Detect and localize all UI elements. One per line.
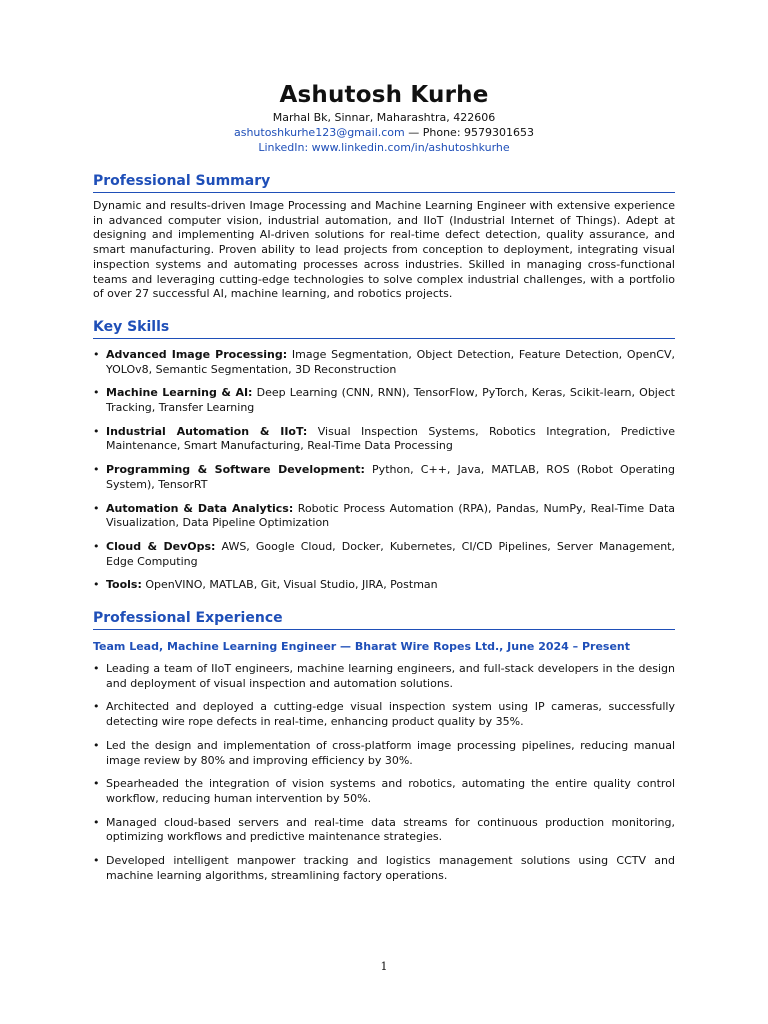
skill-category: Cloud & DevOps: [106, 539, 216, 553]
skill-item [93, 540, 675, 569]
address: Marhal Bk, Sinnar, Maharashtra, 422606 [272, 111, 496, 124]
skill-category: Tools: [106, 578, 142, 592]
skill-category: Programming & Software Development: [106, 463, 365, 477]
email-link[interactable]: ashutoshkurhe123@gmail.com [233, 126, 405, 139]
bullet-icon: • [93, 463, 100, 477]
experience-item [93, 816, 675, 845]
experience-item [93, 777, 675, 806]
skill-text: Robotic Process Automation (RPA), Pandas, NumPy, Real-Time Data Visualization, Data Pipeline Optimization [106, 501, 675, 530]
bullet-icon: • [93, 386, 100, 400]
skill-text: OpenVINO, MATLAB, Git, Visual Studio, JIRA, Postman [141, 578, 438, 592]
summary-section [93, 172, 675, 302]
bullet-icon: • [93, 501, 100, 515]
contact-line [93, 125, 675, 140]
linkedin-link[interactable]: LinkedIn: www.linkedin.com/in/ashutoshkurhe [258, 141, 510, 154]
experience-item [93, 700, 675, 729]
phone-label: — Phone: [404, 126, 465, 139]
skill-item [93, 578, 675, 593]
candidate-name: Ashutosh Kurhe [279, 82, 489, 108]
bullet-icon: • [93, 777, 100, 791]
skill-text: Image Segmentation, Object Detection, Feature Detection, OpenCV, YOLOv8, Semantic Segmentation, 3D Reconstruction [106, 347, 675, 376]
summary-text: Dynamic and results-driven Image Processing and Machine Learning Engineer with extensive experience in advanced computer vision, industrial automation, and IIoT (Industrial Internet of Things). Adept at designing and implementing AI-driven solutions for real-time defect detection, quality assurance, and smart manufacturing. Proven ability to lead projects from conception to deployment, integrating visual inspection systems and automating processes across industries. Skilled in managing cross-functional teams and leveraging cutting-edge technologies to solve complex industrial challenges, with a portfolio of over 27 successful AI, machine learning, and robotics projects. [93, 199, 675, 301]
bullet-icon: • [93, 347, 100, 361]
experience-item [93, 854, 675, 883]
skill-text: Python, C++, Java, MATLAB, ROS (Robot Operating System), TensorRT [106, 463, 676, 491]
bullet-icon: • [93, 578, 100, 592]
skill-item [93, 425, 675, 454]
job-title: Team Lead, Machine Learning Engineer — Bharat Wire Ropes Ltd., June 2024 – Present [93, 640, 631, 654]
skill-category: Advanced Image Processing: [106, 347, 288, 361]
experience-text: Spearheaded the integration of vision systems and robotics, automating the entire quality control workflow, reducing human intervention by 50%. [106, 777, 675, 805]
bullet-icon: • [93, 700, 100, 714]
skill-item [93, 463, 675, 492]
skills-heading: Key Skills [93, 318, 675, 339]
skill-text: Visual Inspection Systems, Robotics Integration, Predictive Maintenance, Smart Manufacturing, Real-Time Data Processing [106, 424, 675, 453]
skill-text: Deep Learning (CNN, RNN), TensorFlow, PyTorch, Keras, Scikit-learn, Object Tracking, Transfer Learning [106, 386, 675, 415]
bullet-icon: • [93, 662, 100, 676]
experience-list [93, 662, 675, 883]
phone-number: 9579301653 [464, 126, 535, 139]
bullet-icon: • [93, 854, 100, 868]
bullet-icon: • [93, 815, 100, 829]
resume-page [93, 80, 675, 884]
skill-item [93, 502, 675, 531]
experience-heading: Professional Experience [93, 609, 675, 630]
experience-item [93, 662, 675, 691]
experience-text: Managed cloud-based servers and real-time data streams for continuous production monitoring, optimizing workflows and predictive maintenance strategies. [106, 815, 675, 844]
skill-item [93, 348, 675, 377]
skill-category: Machine Learning & AI: [106, 386, 253, 400]
bullet-icon: • [93, 738, 100, 752]
page-number: 1 [380, 960, 388, 973]
skill-category: Industrial Automation & IIoT: [106, 424, 308, 438]
experience-section [93, 609, 675, 883]
summary-heading: Professional Summary [93, 172, 675, 193]
bullet-icon: • [93, 539, 100, 553]
skill-item [93, 386, 675, 415]
skills-section [93, 318, 675, 593]
experience-text: Led the design and implementation of cross-platform image processing pipelines, reducing manual image review by 80% and improving efficiency by 30%. [106, 738, 675, 767]
experience-text: Developed intelligent manpower tracking and logistics management solutions using CCTV and machine learning algorithms, streamlining factory operations. [106, 854, 675, 882]
skill-text: AWS, Google Cloud, Docker, Kubernetes, CI/CD Pipelines, Server Management, Edge Computing [106, 539, 675, 568]
skills-list [93, 348, 675, 593]
experience-text: Architected and deployed a cutting-edge visual inspection system using IP cameras, successfully detecting wire rope defects in real-time, enhancing product quality by 35%. [106, 700, 675, 729]
bullet-icon: • [93, 424, 100, 438]
experience-text: Leading a team of IIoT engineers, machine learning engineers, and full-stack developers in the design and deployment of visual inspection and automation solutions. [106, 662, 675, 690]
experience-item [93, 739, 675, 768]
skill-category: Automation & Data Analytics: [106, 501, 294, 515]
resume-header [93, 80, 675, 155]
